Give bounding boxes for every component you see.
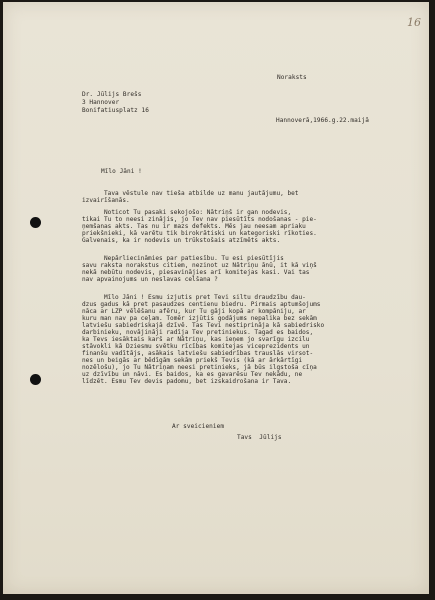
paragraph-2 (82, 209, 317, 244)
paragraph-line: uz dzīvību un nāvi. Es baidos, ka es gavarēsu Tev nekādu, ne (82, 371, 303, 378)
place-date: Hannoverā,1966.g.22.maijā (276, 117, 369, 124)
paragraph-line: dzus gadus kā pret pasaudzes centienu biedru. Pirmais aptumšojums (82, 301, 321, 308)
paragraph-line: Galvenais, ka ir nodevis un trūkstošais atzīmēts akts. (82, 237, 281, 244)
recipient-city: 3 Hannover (82, 99, 120, 106)
scan-background (3, 2, 429, 594)
paragraph-3 (82, 255, 317, 283)
paragraph-line: ka Tevs iesāktais karš ar Nātriņu, kas ieņem jo svarīgu izcilu (82, 336, 310, 343)
paragraph-line: Tava vēstule nav tieša atbilde uz manu jautājumu, bet (82, 190, 299, 197)
recipient-street: Bonifatiusplatz 16 (82, 107, 149, 114)
paragraph-1 (82, 190, 298, 204)
paragraph-line: kuru man nav pa ceļam. Tomēr izjūtis godājums nepalika bez sekām (82, 315, 317, 322)
paragraph-line: savu raksta norakstus citiem, nezinot uz Nātriņu ānū, it kā viņš (82, 262, 317, 269)
paragraph-line: nozēlošu), jo Tu Nātriņam neesi pretinieks, jā būs ilgstoša cīņa (82, 364, 317, 371)
paragraph-line: nav apvainojums un neslavas celšana ? (82, 276, 218, 283)
paragraph-line: latviešu sabiedriskajā dzīvē. Tas Tevi nestiprināja kā sabiedrisko (82, 322, 325, 329)
paragraph-line: līdzēt. Esmu Tev devis padomu, bet izskaidrošana ir Tava. (82, 378, 292, 385)
paragraph-line: stāvokli kā Dziesmu svētku rīcības komitejas viceprezidents un (82, 343, 310, 350)
signature: Tavs Jūlijs (237, 434, 282, 441)
paragraph-line: Noticot Tu pasaki sekojošo: Nātriņš ir gan nodevis, (82, 209, 292, 216)
salutation: Mīlo Jāni ! (101, 168, 142, 175)
paragraph-line: priekšnieki, kā varētu tik birokrātiski un kategoriski rīkoties. (82, 230, 317, 237)
paragraph-line: tikai Tu to neesi zinājis, jo Tev nav piesūtīts nodošanas - pie- (82, 216, 317, 223)
paragraph-line: izvairīšanās. (82, 197, 130, 204)
paragraph-line: finanšu vadītājs, asākais latviešu sabiedrības trauslās virsot- (82, 350, 314, 357)
paragraph-line: darbinieku, novājināji radīja Tev pretiniekus. Tagad es baidos, (82, 329, 314, 336)
page-number: 16 (407, 16, 421, 29)
closing: Ar sveicieniem (172, 423, 225, 430)
punch-hole (30, 374, 41, 385)
paragraph-line: nekā nebūtu nodevis, piesavinājies arī komitejas kasi. Vai tas (82, 269, 310, 276)
punch-hole (30, 217, 41, 228)
paragraph-line: ņemšanas akts. Tas nu ir mazs defekts. Mēs jau neesam apriaku (82, 223, 306, 230)
document-title: Noraksts (277, 74, 307, 81)
paragraph-line: Nepārliecināmies par patiesību. Tu esi piesūtījis (82, 255, 284, 262)
paragraph-line: nāca ar LZP vēlēšanu afēru, kur Tu gāji kopā ar kompāniju, ar (82, 308, 306, 315)
paragraph-line: nes un beigās ar bēdīgām sekām priekš Tevis (kā ar ārkārtīgi (82, 357, 303, 364)
recipient-name: Dr. Jūlijs Brešs (82, 91, 142, 98)
letter-page (3, 2, 429, 594)
paragraph-4 (82, 294, 324, 385)
paragraph-line: Mīlo Jāni ! Esmu izjutis pret Tevi siltu draudzību dau- (82, 294, 306, 301)
